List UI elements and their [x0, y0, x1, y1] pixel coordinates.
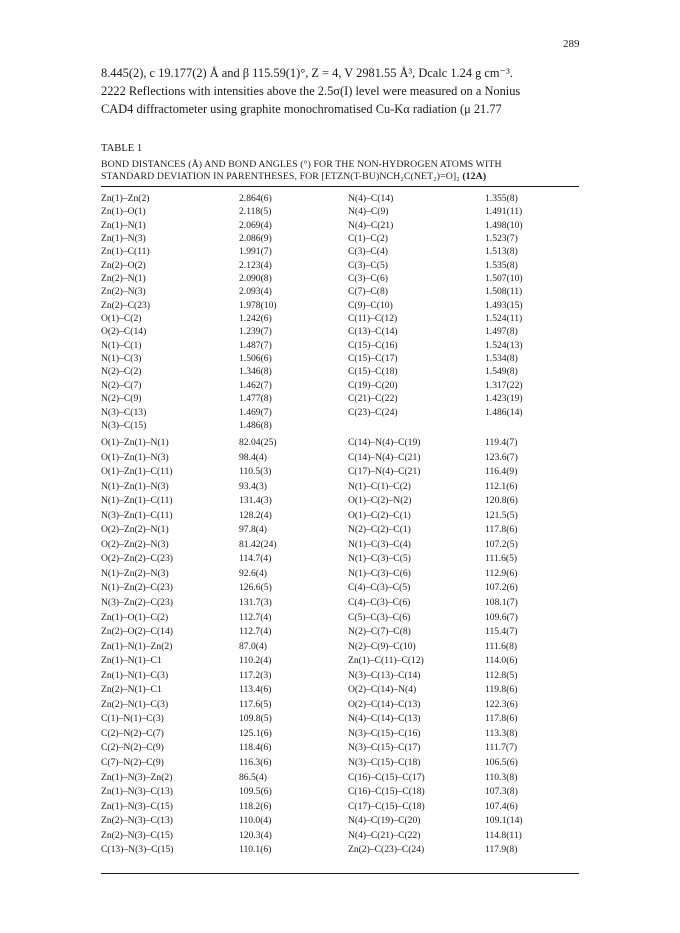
bond-value: 86.5(4)	[239, 771, 267, 783]
distance-row	[101, 406, 579, 419]
bond-value: 109.1(14)	[485, 815, 523, 827]
bond-value: 1.524(13)	[485, 339, 523, 351]
bond-value: 97.8(4)	[239, 524, 267, 536]
bond-value: 2.118(5)	[239, 206, 272, 218]
bond-label: N(1)–Zn(1)–N(3)	[101, 480, 169, 492]
bond-value: 1.549(8)	[485, 366, 518, 378]
angle-row	[101, 436, 579, 451]
bond-value: 120.3(4)	[239, 829, 272, 841]
bond-label: Zn(1)–N(3)–Zn(2)	[101, 771, 173, 783]
distance-row	[101, 299, 579, 312]
bond-value: 113.3(8)	[485, 727, 518, 739]
table-caption: TABLE 1	[101, 143, 143, 154]
angle-row	[101, 654, 579, 669]
distance-row	[101, 192, 579, 205]
bond-label: C(4)–C(3)–C(5)	[348, 582, 411, 594]
angle-row	[101, 494, 579, 509]
bond-label: N(2)–C(9)–C(10)	[348, 640, 416, 652]
angle-row	[101, 669, 579, 684]
bond-label: N(3)–C(15)	[101, 419, 147, 431]
bond-value: 1.523(7)	[485, 233, 518, 245]
bond-label: C(15)–C(17)	[348, 353, 398, 365]
bond-value: 2.864(6)	[239, 193, 272, 204]
bond-value: 1.462(7)	[239, 379, 272, 391]
distance-row	[101, 272, 579, 285]
bond-value: 114.0(6)	[485, 655, 518, 667]
bond-label: Zn(2)–O(2)–C(14)	[101, 626, 173, 638]
bond-label: Zn(2)–C(23)	[101, 299, 151, 311]
bond-value: 1.486(14)	[485, 406, 523, 418]
bond-label: C(19)–C(20)	[348, 379, 398, 391]
bond-value: 131.4(3)	[239, 495, 272, 507]
bond-label: O(2)–C(14)–C(13)	[348, 698, 421, 710]
bond-value: 112.7(4)	[239, 626, 272, 638]
table-title-text: STANDARD DEVIATION IN PARENTHESES, FOR [ETZN(T-BU)NCH₂C(NET₂)=O]₂	[101, 171, 460, 182]
bond-value: 113.4(6)	[239, 684, 272, 696]
bond-label: N(4)–C(14)–C(13)	[348, 713, 421, 725]
angle-row	[101, 625, 579, 640]
bond-value: 112.8(5)	[485, 669, 518, 681]
bond-label: Zn(1)–C(11)	[101, 246, 150, 258]
distance-row	[101, 339, 579, 352]
bond-value: 2.093(4)	[239, 286, 272, 298]
bond-value: 110.3(8)	[485, 771, 518, 783]
bond-label: N(1)–C(3)–C(6)	[348, 567, 411, 579]
distance-row	[101, 419, 579, 432]
bond-value: 1.524(11)	[485, 313, 523, 325]
bond-value: 107.4(6)	[485, 800, 518, 812]
bond-value: 112.9(6)	[485, 567, 518, 579]
bond-label: O(1)–Zn(1)–N(3)	[101, 451, 169, 463]
bond-value: 1.346(8)	[239, 366, 272, 378]
bond-value: 1.991(7)	[239, 246, 272, 258]
bond-value: 114.7(4)	[239, 553, 272, 565]
distance-row	[101, 232, 579, 245]
bond-label: Zn(1)–N(3)–C(15)	[101, 800, 173, 812]
angle-row	[101, 712, 579, 727]
bond-value: 117.6(5)	[239, 698, 272, 710]
distance-row	[101, 285, 579, 298]
bond-value	[485, 419, 579, 432]
bond-value: 82.04(25)	[239, 437, 277, 448]
bond-label: C(14)–N(4)–C(19)	[348, 437, 421, 448]
bond-value: 109.8(5)	[239, 713, 272, 725]
bond-value: 108.1(7)	[485, 597, 518, 609]
bond-value: 107.3(8)	[485, 786, 518, 798]
bond-label: N(3)–C(13)	[101, 406, 147, 418]
angle-row	[101, 640, 579, 655]
bond-value: 1.491(11)	[485, 206, 523, 218]
bond-label: Zn(2)–N(1)	[101, 273, 146, 285]
bond-value: 1.477(8)	[239, 393, 272, 405]
bond-label: Zn(2)–N(3)–C(13)	[101, 815, 173, 827]
bond-label: Zn(2)–N(1)–C1	[101, 684, 162, 696]
bond-label: Zn(1)–N(3)–C(13)	[101, 786, 173, 798]
bond-label: N(3)–C(15)–C(16)	[348, 727, 421, 739]
bond-label: C(2)–N(2)–C(7)	[101, 727, 164, 739]
bond-label: N(1)–Zn(2)–N(3)	[101, 567, 169, 579]
bond-label: C(2)–N(2)–C(9)	[101, 742, 164, 754]
bond-value: 1.506(6)	[239, 353, 272, 365]
bond-value: 2.086(9)	[239, 233, 272, 245]
angle-row	[101, 451, 579, 466]
bond-label: N(2)–C(9)	[101, 393, 142, 405]
bond-value: 1.423(19)	[485, 393, 523, 405]
angle-row	[101, 523, 579, 538]
bond-value: 2.069(4)	[239, 219, 272, 231]
bond-label: C(15)–C(18)	[348, 366, 398, 378]
bond-label: N(1)–Zn(2)–C(23)	[101, 582, 173, 594]
bond-value: 117.9(8)	[485, 844, 518, 856]
bond-label: O(2)–C(14)–N(4)	[348, 684, 417, 696]
bond-label: Zn(2)–N(3)	[101, 286, 146, 298]
bond-label: C(1)–C(2)	[348, 233, 388, 245]
bond-value: 106.5(6)	[485, 757, 518, 769]
distance-row	[101, 365, 579, 378]
bond-value: 1.317(22)	[485, 379, 523, 391]
bond-label: N(2)–C(2)–C(1)	[348, 524, 411, 536]
bond-value: 111.6(8)	[485, 640, 518, 652]
bond-label: O(1)–Zn(1)–N(1)	[101, 437, 169, 448]
bond-label	[348, 419, 485, 432]
distance-row	[101, 325, 579, 338]
bond-label: N(2)–C(7)–C(8)	[348, 626, 411, 638]
bond-label: N(2)–C(2)	[101, 366, 142, 378]
bond-value: 122.3(6)	[485, 698, 518, 710]
intro-paragraph	[101, 64, 581, 118]
bond-value: 1.513(8)	[485, 246, 518, 258]
bond-value: 107.2(6)	[485, 582, 518, 594]
bond-value: 110.0(4)	[239, 815, 272, 827]
bond-value: 110.5(3)	[239, 466, 272, 478]
bond-label: C(3)–C(5)	[348, 259, 388, 271]
bond-label: Zn(1)–N(1)	[101, 219, 146, 231]
bond-label: C(23)–C(24)	[348, 406, 398, 418]
angle-row	[101, 756, 579, 771]
bond-label: O(2)–C(14)	[101, 326, 147, 338]
angle-row	[101, 727, 579, 742]
bond-value: 119.8(6)	[485, 684, 518, 696]
intro-line: 2222 Reflections with intensities above the 2.5σ(I) level were measured on a Nonius	[101, 84, 521, 98]
bond-value: 109.6(7)	[485, 611, 518, 623]
angle-row	[101, 538, 579, 553]
bond-value: 1.978(10)	[239, 299, 277, 311]
bond-value: 111.7(7)	[485, 742, 518, 754]
bond-value: 128.2(4)	[239, 509, 272, 521]
bond-label: Zn(2)–N(1)–C(3)	[101, 698, 169, 710]
angle-row	[101, 552, 579, 567]
bond-label: O(1)–Zn(1)–C(11)	[101, 466, 173, 478]
bond-label: Zn(2)–O(2)	[101, 259, 146, 271]
bond-label: N(1)–C(3)	[101, 353, 142, 365]
bond-label: Zn(1)–O(1)	[101, 206, 146, 218]
bond-label: N(3)–C(15)–C(18)	[348, 757, 421, 769]
bond-value: 110.2(4)	[239, 655, 272, 667]
angle-row	[101, 465, 579, 480]
table-title-line	[101, 171, 581, 183]
bond-label: C(7)–N(2)–C(9)	[101, 757, 164, 769]
distance-row	[101, 379, 579, 392]
bond-label: N(3)–C(13)–C(14)	[348, 669, 421, 681]
bond-label: Zn(2)–N(3)–C(15)	[101, 829, 173, 841]
bond-label: N(1)–C(3)–C(5)	[348, 553, 411, 565]
bond-label: O(2)–Zn(2)–N(3)	[101, 538, 169, 550]
bond-label: Zn(1)–N(1)–C1	[101, 655, 162, 667]
bond-value: 117.2(3)	[239, 669, 272, 681]
bond-value: 1.486(8)	[239, 419, 272, 431]
bond-value: 112.7(4)	[239, 611, 272, 623]
angle-row	[101, 698, 579, 713]
bond-label: O(1)–C(2)	[101, 313, 142, 325]
bond-value: 1.239(7)	[239, 326, 272, 338]
angle-row	[101, 785, 579, 800]
bond-label: C(17)–C(15)–C(18)	[348, 800, 425, 812]
angle-row	[101, 741, 579, 756]
bond-value: 87.0(4)	[239, 640, 267, 652]
bond-label: N(4)–C(21)–C(22)	[348, 829, 421, 841]
bond-label: N(3)–Zn(1)–C(11)	[101, 509, 173, 521]
bond-value: 110.1(6)	[239, 844, 272, 856]
angle-row	[101, 509, 579, 524]
bond-value: 131.7(3)	[239, 597, 272, 609]
angle-row	[101, 596, 579, 611]
bond-value: 98.4(4)	[239, 451, 267, 463]
bond-label: C(14)–N(4)–C(21)	[348, 451, 421, 463]
bond-label: N(1)–C(1)–C(2)	[348, 480, 411, 492]
bond-label: C(15)–C(16)	[348, 339, 398, 351]
bond-value: 119.4(7)	[485, 437, 518, 448]
bond-value: 121.5(5)	[485, 509, 518, 521]
bond-label: C(3)–C(4)	[348, 246, 388, 258]
bond-label: N(4)–C(19)–C(20)	[348, 815, 421, 827]
distance-row	[101, 352, 579, 365]
angle-row	[101, 611, 579, 626]
bond-label: C(5)–C(3)–C(6)	[348, 611, 411, 623]
intro-line: 8.445(2), c 19.177(2) Å and β 115.59(1)°, Z = 4, V 2981.55 Å³, Dcalc 1.24 g cm⁻³.	[101, 66, 513, 80]
bond-value: 93.4(3)	[239, 480, 267, 492]
distance-row	[101, 392, 579, 405]
bond-value: 2.090(8)	[239, 273, 272, 285]
page-number: 289	[563, 38, 580, 50]
angle-row	[101, 771, 579, 786]
table-title	[101, 159, 581, 183]
distance-row	[101, 205, 579, 218]
angle-row	[101, 829, 579, 844]
bond-value: 1.355(8)	[485, 193, 518, 204]
bond-label: N(1)–Zn(1)–C(11)	[101, 495, 173, 507]
bond-value: 1.487(7)	[239, 339, 272, 351]
bond-value: 81.42(24)	[239, 538, 277, 550]
bond-value: 123.6(7)	[485, 451, 518, 463]
bond-label: O(1)–C(2)–N(2)	[348, 495, 412, 507]
bond-value: 1.493(15)	[485, 299, 523, 311]
bond-value: 114.8(11)	[485, 829, 522, 841]
angle-row	[101, 567, 579, 582]
bond-label: N(4)–C(14)	[348, 193, 394, 204]
compound-label: (12A)	[462, 171, 487, 182]
distance-row	[101, 259, 579, 272]
bond-value: 1.535(8)	[485, 259, 518, 271]
angle-row	[101, 843, 579, 858]
distance-row	[101, 312, 579, 325]
table-top-rule	[101, 186, 579, 187]
bond-label: N(1)–C(3)–C(4)	[348, 538, 411, 550]
bond-label: C(16)–C(15)–C(17)	[348, 771, 425, 783]
bond-value: 111.6(5)	[485, 553, 518, 565]
bond-value: 109.5(6)	[239, 786, 272, 798]
bond-label: C(13)–C(14)	[348, 326, 398, 338]
bond-label: C(21)–C(22)	[348, 393, 398, 405]
bond-label: Zn(1)–C(11)–C(12)	[348, 655, 424, 667]
bond-value: 1.497(8)	[485, 326, 518, 338]
bond-label: N(2)–C(7)	[101, 379, 142, 391]
bond-label: Zn(1)–O(1)–C(2)	[101, 611, 169, 623]
bond-label: C(13)–N(3)–C(15)	[101, 844, 174, 856]
bond-value: 126.6(5)	[239, 582, 272, 594]
bond-label: Zn(1)–N(1)–C(3)	[101, 669, 169, 681]
bond-value: 1.242(6)	[239, 313, 272, 325]
bond-label: Zn(1)–N(1)–Zn(2)	[101, 640, 173, 652]
bond-value: 115.4(7)	[485, 626, 518, 638]
bond-value: 116.3(6)	[239, 757, 272, 769]
angle-row	[101, 581, 579, 596]
bond-label: N(4)–C(9)	[348, 206, 389, 218]
bond-distances-table	[101, 192, 579, 432]
bond-value: 118.2(6)	[239, 800, 272, 812]
bond-value: 1.498(10)	[485, 219, 523, 231]
bond-value: 125.1(6)	[239, 727, 272, 739]
bond-value: 2.123(4)	[239, 259, 272, 271]
bond-label: C(16)–C(15)–C(18)	[348, 786, 425, 798]
bond-value: 117.8(6)	[485, 524, 518, 536]
bond-value: 107.2(5)	[485, 538, 518, 550]
bond-value: 117.8(6)	[485, 713, 518, 725]
distance-row	[101, 219, 579, 232]
angle-row	[101, 800, 579, 815]
table-bottom-rule	[101, 873, 579, 874]
bond-angles-table	[101, 436, 579, 858]
bond-label: C(17)–N(4)–C(21)	[348, 466, 421, 478]
bond-value: 118.4(6)	[239, 742, 272, 754]
table-title-line: BOND DISTANCES (Å) AND BOND ANGLES (°) FOR THE NON-HYDROGEN ATOMS WITH	[101, 159, 502, 170]
bond-value: 112.1(6)	[485, 480, 518, 492]
angle-row	[101, 814, 579, 829]
bond-value: 1.469(7)	[239, 406, 272, 418]
bond-value: 92.6(4)	[239, 567, 267, 579]
bond-value: 1.534(8)	[485, 353, 518, 365]
bond-label: Zn(1)–Zn(2)	[101, 193, 150, 204]
bond-label: C(9)–C(10)	[348, 299, 393, 311]
bond-label: N(1)–C(1)	[101, 339, 142, 351]
bond-value: 1.508(11)	[485, 286, 523, 298]
bond-label: C(7)–C(8)	[348, 286, 388, 298]
bond-label: C(4)–C(3)–C(6)	[348, 597, 411, 609]
bond-value: 1.507(10)	[485, 273, 523, 285]
bond-label: O(1)–C(2)–C(1)	[348, 509, 411, 521]
bond-value: 120.8(6)	[485, 495, 518, 507]
bond-label: N(3)–C(15)–C(17)	[348, 742, 421, 754]
bond-label: C(3)–C(6)	[348, 273, 388, 285]
bond-label: O(2)–Zn(2)–N(1)	[101, 524, 169, 536]
angle-row	[101, 683, 579, 698]
bond-label: O(2)–Zn(2)–C(23)	[101, 553, 173, 565]
distance-row	[101, 245, 579, 258]
bond-label: N(3)–Zn(2)–C(23)	[101, 597, 173, 609]
bond-label: C(11)–C(12)	[348, 313, 398, 325]
bond-label: C(1)–N(1)–C(3)	[101, 713, 164, 725]
angle-row	[101, 480, 579, 495]
bond-label: N(4)–C(21)	[348, 219, 394, 231]
intro-line: CAD4 diffractometer using graphite monochromatised Cu-Kα radiation (μ 21.77	[101, 102, 502, 116]
bond-label: Zn(2)–C(23)–C(24)	[348, 844, 425, 856]
bond-label: Zn(1)–N(3)	[101, 233, 146, 245]
bond-value: 116.4(9)	[485, 466, 518, 478]
